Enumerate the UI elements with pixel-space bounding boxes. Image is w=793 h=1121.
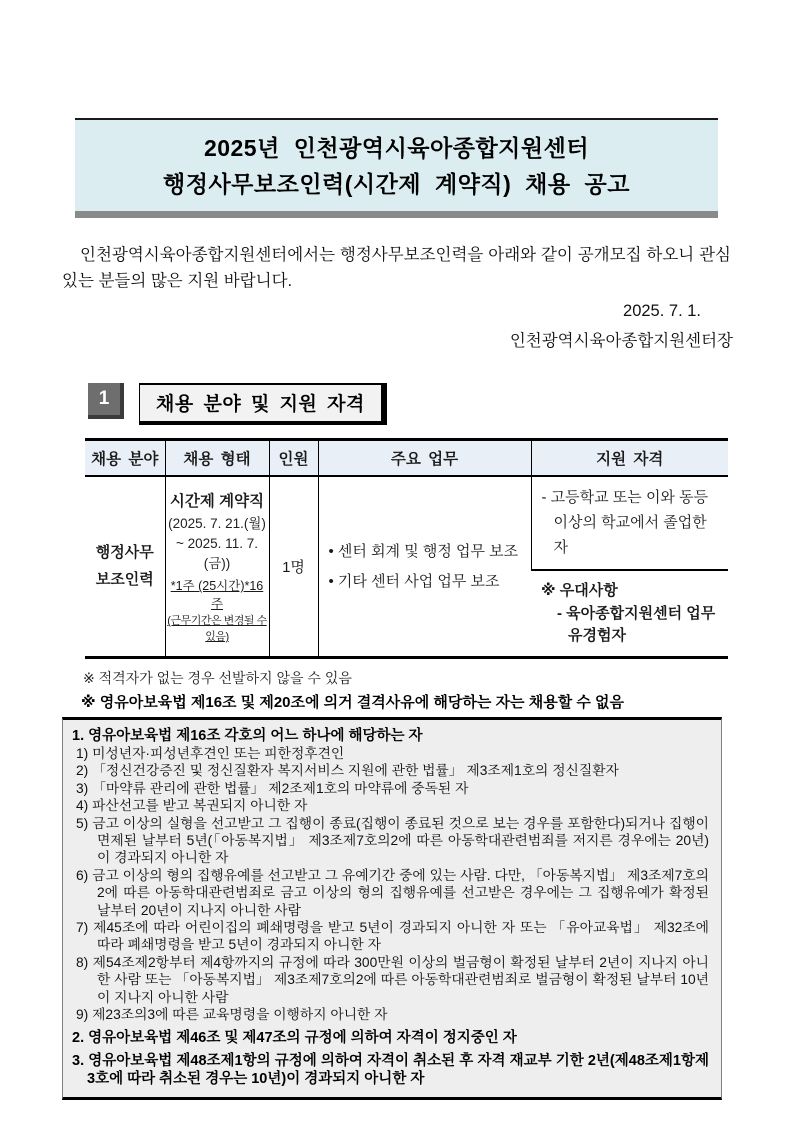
title-line-2: 행정사무보조인력(시간제 계약직) 채용 공고 [163, 171, 630, 197]
cell-qualification [531, 476, 728, 570]
col-header-duties: 주요 업무 [318, 440, 531, 477]
cell-headcount: 1명 [269, 476, 318, 657]
legal-item-2: 2) 「정신건강증진 및 정신질환자 복지서비스 지원에 관한 법률」 제3조제1호의 정신질환자 [76, 763, 619, 779]
title-banner [75, 118, 718, 218]
col-header-field: 채용 분야 [85, 440, 165, 477]
table-notes [83, 668, 793, 712]
duty-item-2: • 기타 센터 사업 업무 보조 [328, 572, 500, 590]
legal-item-1: 1) 미성년자·피성년후견인 또는 피한정후견인 [76, 745, 345, 761]
field-line-1: 행정사무 [95, 544, 154, 562]
employment-period-end: ~ 2025. 11. 7.(금)) [176, 535, 258, 572]
legal-item-6: 6) 금고 이상의 형의 집행유예를 선고받고 그 유예기간 중에 있는 사람. 다만, 「아동복지법」 제3조제7호의2에 따른 아동학대관련범죄로 금고 이상의 형의 집행유예를 선고받은 경우에는 그 집행유예가 확정된 날부터 20년이 지나지 아니한 사람 [76, 867, 709, 918]
intro-paragraph: 인천광역시육아종합지원센터에서는 행정사무보조인력을 아래와 같이 공개모집 하오니 관심 있는 분들의 많은 지원 바랍니다. [62, 246, 731, 290]
legal-item-5: 5) 금고 이상의 실형을 선고받고 그 집행이 종료(집행이 종료된 것으로 보는 경우를 포함한다)되거나 집행이 면제된 날부터 5년(「아동복지법」 제3조제7호의2에 따른 아동학대관련범죄를 저지른 경우에는 20년)이 경과되지 아니한 자 [76, 815, 709, 866]
qualification-line-1: - 고등학교 또는 이와 동등 [541, 489, 709, 507]
col-header-count: 인원 [269, 440, 318, 477]
legal-item-3: 3) 「마약류 관리에 관한 법률」 제2조제1호의 마약류에 중독된 자 [76, 780, 469, 796]
note-disqualification: ※ 영유아보육법 제16조 및 제20조에 의거 결격사유에 해당하는 자는 채용할 수 없음 [81, 693, 624, 711]
legal-heading-2: 2. 영유아보육법 제46조 및 제47조의 규정에 의하여 자격이 정지중인 자 [72, 1030, 517, 1047]
table-header-row [85, 440, 728, 477]
document-date: 2025. 7. 1. [623, 302, 701, 321]
preference-title: ※ 우대사항 [541, 582, 618, 600]
section-title: 채용 분야 및 지원 자격 [139, 383, 387, 425]
legal-item-9: 9) 제23조의3에 따른 교육명령을 이행하지 아니한 자 [76, 1006, 388, 1022]
legal-item-4: 4) 파산선고를 받고 복권되지 아니한 자 [76, 798, 308, 814]
section-1-header [88, 383, 793, 425]
legal-item-8: 8) 제54조제2항부터 제4항까지의 규정에 따라 300만원 이상의 벌금형이 확정된 날부터 2년이 지나지 아니한 사람 또는 「아동복지법」 제3조제7호의2에 따른 아동학대관련범죄로 벌금형이 확정된 날부터 10년이 지나지 아니한 사람 [76, 954, 709, 1005]
legal-item-7: 7) 제45조에 따라 어린이집의 폐쇄명령을 받고 5년이 경과되지 아니한 자 또는 「유아교육법」 제32조에 따라 폐쇄명령을 받고 5년이 경과되지 아니한 자 [76, 919, 709, 953]
preference-line-2: 유경험자 [568, 627, 626, 645]
section-number-badge: 1 [88, 383, 124, 419]
cell-main-duties [318, 476, 531, 657]
employment-period-start: (2025. 7. 21.(월) [168, 515, 266, 531]
recruitment-table [85, 438, 728, 659]
legal-heading-3: 3. 영유아보육법 제48조제1항의 규정에 의하여 자격이 취소된 후 자격 재교부 기한 2년(제48조제1항제3호에 따라 취소된 경우는 10년)이 경과되지 아니한 자 [72, 1053, 709, 1088]
duty-item-1: • 센터 회계 및 행정 업무 보조 [328, 542, 519, 560]
preference-line-1: - 육아종합지원센터 업무 [557, 604, 716, 622]
cell-employment-type [165, 476, 269, 657]
col-header-type: 채용 형태 [165, 440, 269, 477]
employment-period-note: (근무기간은 변경될 수 있음) [167, 615, 267, 644]
cell-preference [531, 570, 728, 657]
employment-hours: *1주 (25시간)*16주 [170, 579, 264, 612]
col-header-qualification: 지원 자격 [531, 440, 728, 477]
title-line-1: 2025년 인천광역시육아종합지원센터 [203, 135, 590, 161]
cell-recruit-field [85, 476, 165, 657]
note-no-selection: ※ 적격자가 없는 경우 선발하지 않을 수 있음 [83, 669, 352, 686]
legal-disqualification-box [62, 717, 722, 1101]
document-signer: 인천광역시육아종합지원센터장 [509, 332, 733, 351]
employment-type-main: 시간제 계약직 [169, 492, 265, 510]
table-row [85, 476, 728, 570]
qualification-line-2: 이상의 학교에서 졸업한 자 [553, 513, 707, 556]
legal-heading-1: 1. 영유아보육법 제16조 각호의 어느 하나에 해당하는 자 [72, 727, 423, 744]
field-line-2: 보조인력 [95, 570, 154, 588]
